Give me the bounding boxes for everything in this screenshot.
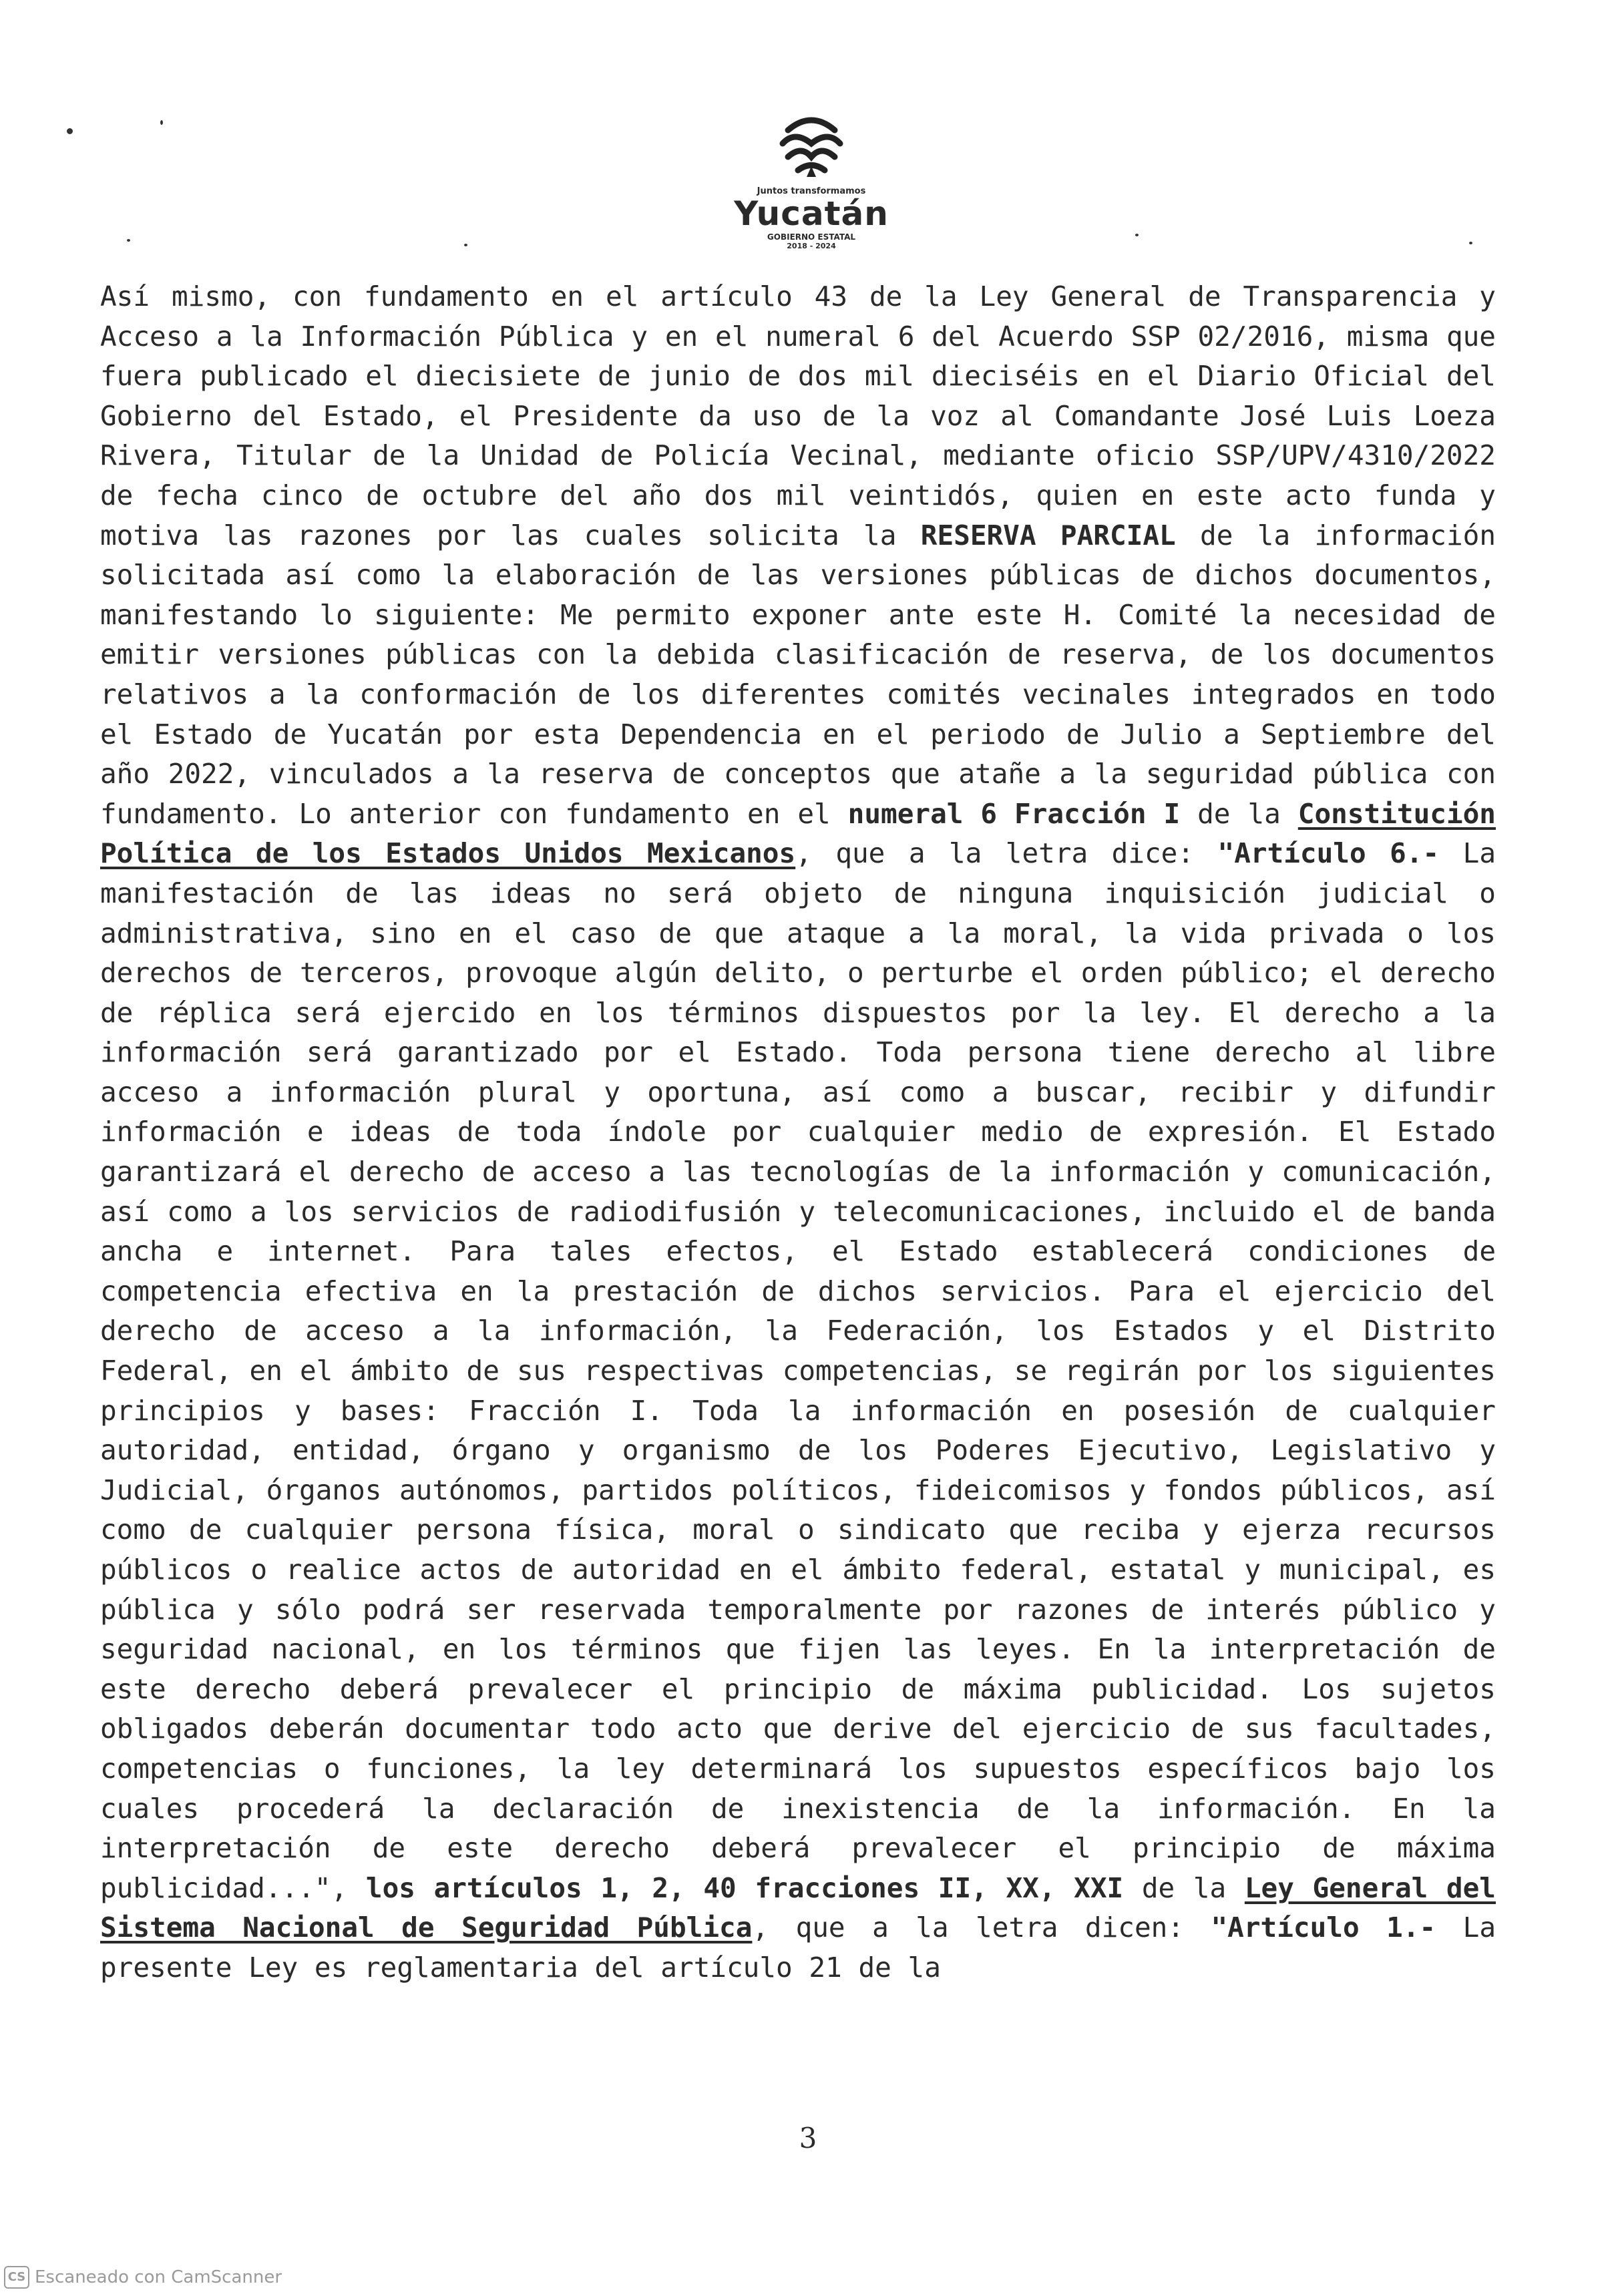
document-paragraph [100, 277, 1496, 1988]
numeral-reference: numeral 6 Fracción I [847, 797, 1181, 830]
general-law-reference: Ley General del Sistema Nacional de Seguridad Pública [100, 1871, 1496, 1944]
logo-tagline: Juntos transformamos [757, 186, 866, 196]
constitution-reference: Constitución Política de los Estados Unidos Mexicanos [100, 797, 1496, 870]
logo-years: 2018 - 2024 [787, 242, 836, 250]
scan-speck [1469, 242, 1472, 244]
camscanner-icon: CS [4, 2266, 29, 2289]
scan-speck [160, 120, 163, 125]
logo-name: Yucatán [734, 194, 889, 233]
article-1-heading: "Artículo 1.- [1211, 1911, 1436, 1944]
paragraph-text: de la información solicitada así como la elaboración de las versiones públicas de dichos documentos, manifestando lo siguiente: Me permito exponer ante este H. Comité la necesidad de emitir versiones públicas con la debida clasificación de reserva, de los documentos relativos a la conformación de los diferentes comités vecinales integrados en todo el Estado de Yucatán por esta Dependencia en el periodo de Julio a Septiembre del año 2022, vinculados a la reserva de conceptos que atañe a la seguridad pública con fundamento. Lo anterior con fundamento en el [100, 519, 1496, 830]
paragraph-text: La presente Ley es reglamentaria del artículo 21 de la [100, 1911, 1496, 1984]
paragraph-text: de la [1180, 797, 1298, 830]
scan-speck [67, 128, 73, 134]
scan-speck [127, 239, 130, 242]
articles-reference: los artículos 1, 2, 40 fracciones II, XX, XXI [365, 1871, 1124, 1904]
logo-subtitle: GOBIERNO ESTATAL [767, 232, 856, 242]
article-6-heading: "Artículo 6.- [1217, 837, 1440, 870]
paragraph-text: Así mismo, con fundamento en el artículo 43 de la Ley General de Transparencia y Acceso a la Información Pública y en el numeral 6 del Acuerdo SSP 02/2016, misma que fuera publicado el diecisiete de junio de dos mil dieciséis en el Diario Oficial del Gobierno del Estado, el Presidente da uso de la voz al Comandante José Luis Loeza Rivera, Titular de la Unidad de Policía Vecinal, mediante oficio SSP/UPV/4310/2022 de fecha cinco de octubre del año dos mil veintidós, quien en este acto funda y motiva las razones por las cuales solicita la [100, 280, 1496, 551]
camscanner-text: Escaneado con CamScanner [35, 2267, 282, 2287]
reserva-parcial-emphasis: RESERVA PARCIAL [920, 519, 1176, 551]
paragraph-text: , que a la letra dice: [795, 837, 1218, 870]
yucatan-logo [731, 110, 891, 250]
paragraph-text: de la [1123, 1871, 1245, 1904]
paragraph-text: La manifestación de las ideas no será objeto de ninguna inquisición judicial o administrativa, sino en el caso de que ataque a la moral, la vida privada o los derechos de terceros, provoque algún delito, o perturbe el orden público; el derecho de réplica será ejercido en los términos dispuestos por la ley. El derecho a la información será garantizado por el Estado. Toda persona tiene derecho al libre acceso a información plural y oportuna, así como a buscar, recibir y difundir información e ideas de toda índole por cualquier medio de expresión. El Estado garantizará el derecho de acceso a las tecnologías de la información y comunicación, así como a los servicios de radiodifusión y telecomunicaciones, incluido el de banda ancha e internet. Para tales efectos, el Estado establecerá condiciones de competencia efectiva en la prestación de dichos servicios. Para el ejercicio del derecho de acceso a la información, la Federación, los Estados y el Distrito Federal, en el ámbito de sus respectivas competencias, se regirán por los siguientes principios y bases: Fracción I. Toda la información en posesión de cualquier autoridad, entidad, órgano y organismo de los Poderes Ejecutivo, Legislativo y Judicial, órganos autónomos, partidos políticos, fideicomisos y fondos públicos, así como de cualquier persona física, moral o sindicato que reciba y ejerza recursos públicos o realice actos de autoridad en el ámbito federal, estatal y municipal, es pública y sólo podrá ser reservada temporalmente por razones de interés público y seguridad nacional, en los términos que fijen las leyes. En la interpretación de este derecho deberá prevalecer el principio de máxima publicidad. Los sujetos obligados deberán documentar todo acto que derive del ejercicio de sus facultades, competencias o funciones, la ley determinará los supuestos específicos bajo los cuales procederá la declaración de inexistencia de la información. En la interpretación de este derecho deberá prevalecer el principio de máxima publicidad...", [100, 837, 1496, 1904]
scan-speck [464, 244, 467, 246]
camscanner-watermark [4, 2266, 282, 2289]
yucatan-emblem-icon [775, 110, 848, 184]
scan-speck [1135, 234, 1139, 236]
page-number: 3 [799, 2122, 817, 2154]
paragraph-text: , que a la letra dicen: [752, 1911, 1211, 1944]
